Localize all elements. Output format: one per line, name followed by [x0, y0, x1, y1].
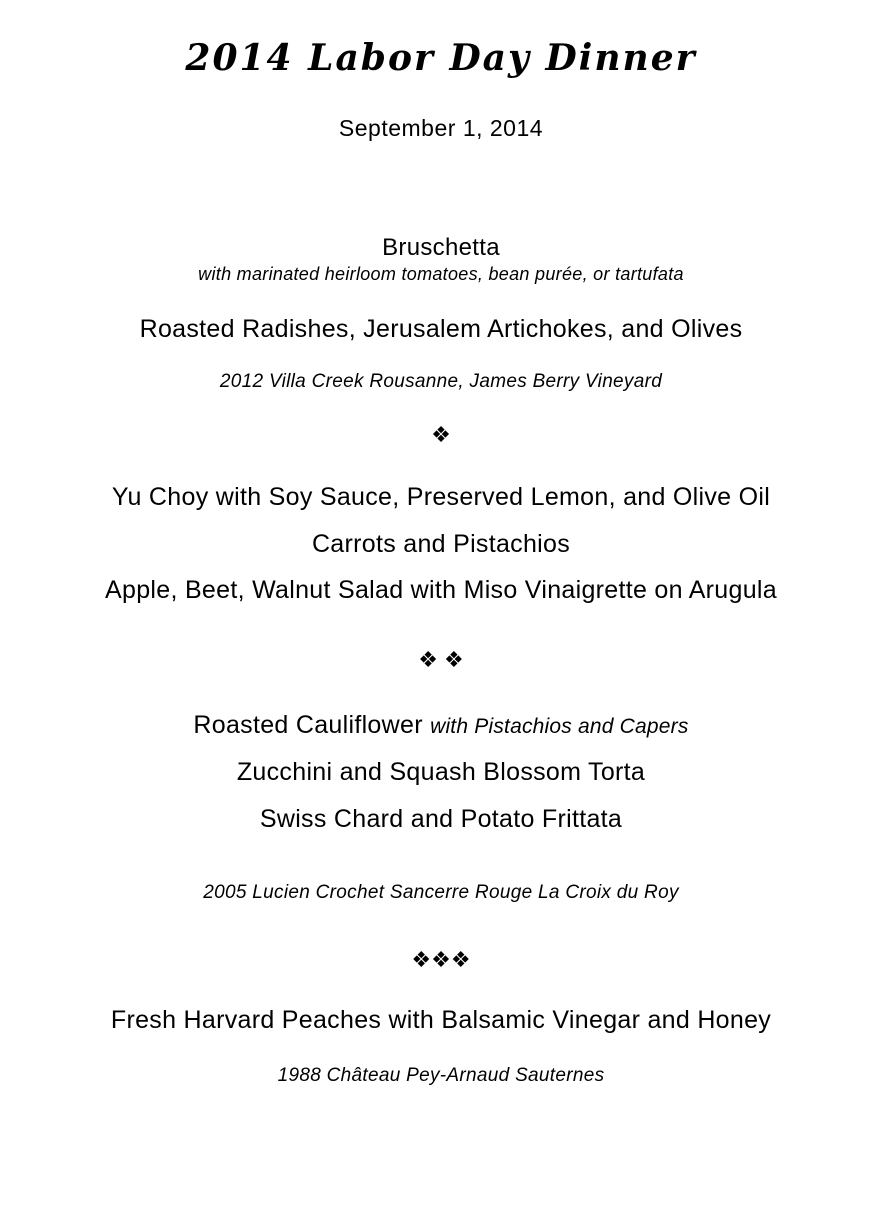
course3-item-cauliflower-main: Roasted Cauliflower [193, 711, 431, 740]
diamond-separator-3: ❖❖❖ [411, 947, 471, 973]
course3-item-zucchini-torta: Zucchini and Squash Blossom Torta [236, 758, 646, 787]
course4-item-peaches: Fresh Harvard Peaches with Balsamic Vinegar and Honey [110, 1005, 772, 1034]
course1-item-bruschetta-note: with marinated heirloom tomatoes, bean purée, or tartufata [198, 264, 684, 285]
menu-title: 2014 Labor Day Dinner [185, 37, 697, 79]
course2-item-apple-beet-salad: Apple, Beet, Walnut Salad with Miso Vinaigrette on Arugula [105, 576, 777, 605]
course2-item-yu-choy: Yu Choy with Soy Sauce, Preserved Lemon, and Olive Oil [111, 482, 771, 511]
course2-item-carrots: Carrots and Pistachios [311, 529, 571, 558]
course3-item-swiss-chard-frittata: Swiss Chard and Potato Frittata [259, 804, 623, 833]
course1-wine-pairing: 2012 Villa Creek Rousanne, James Berry Vineyard [219, 370, 663, 392]
course3-item-cauliflower [0, 711, 882, 740]
course4-wine-pairing: 1988 Château Pey-Arnaud Sauternes [277, 1065, 605, 1087]
diamond-separator-2: ❖ ❖ [418, 647, 464, 673]
diamond-separator-1: ❖ [431, 421, 451, 447]
menu-date: September 1, 2014 [338, 115, 544, 142]
course3-item-cauliflower-note: with Pistachios and Capers [430, 715, 689, 739]
course1-item-radishes: Roasted Radishes, Jerusalem Artichokes, and Olives [139, 315, 743, 344]
course3-wine-pairing: 2005 Lucien Crochet Sancerre Rouge La Croix du Roy [203, 881, 679, 903]
course1-item-bruschetta: Bruschetta [382, 233, 500, 261]
